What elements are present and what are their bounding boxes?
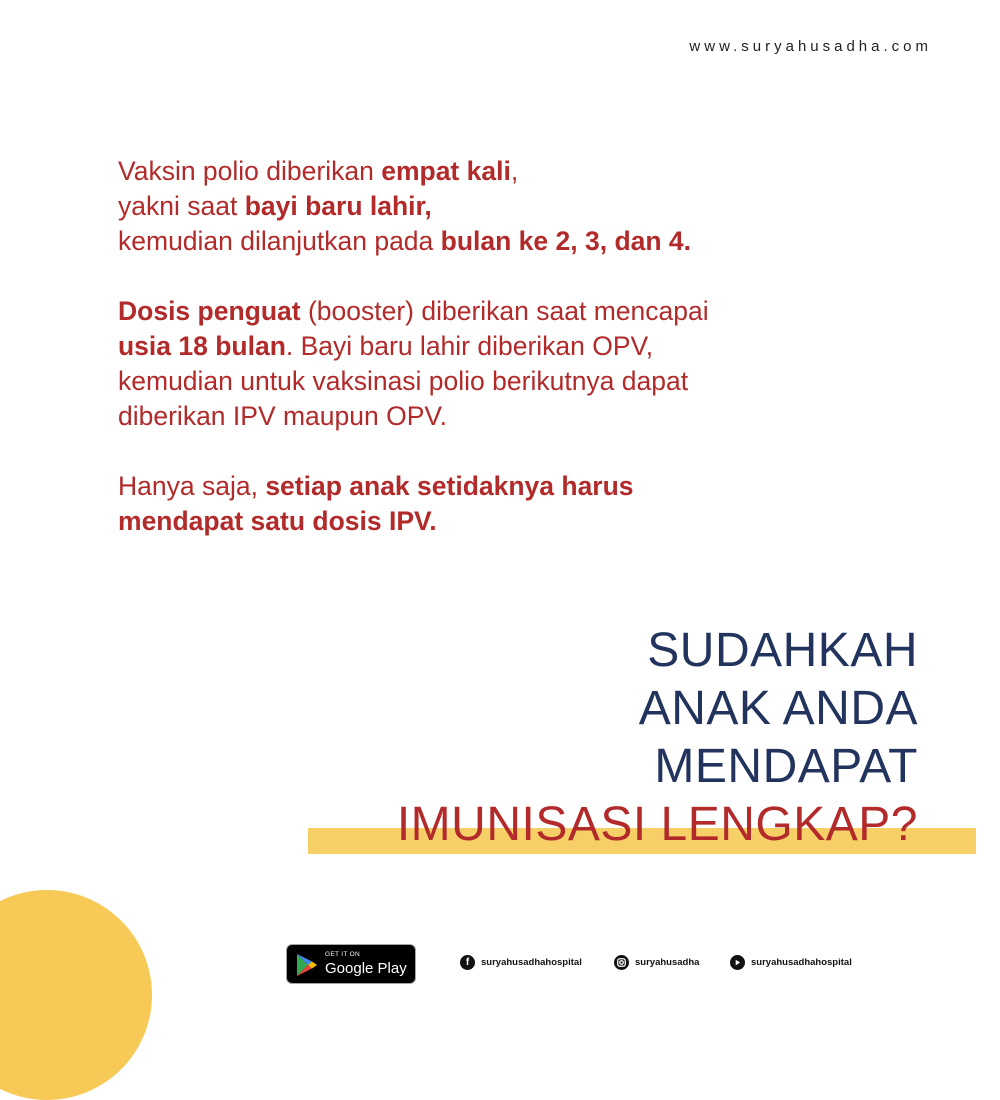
youtube-link[interactable] — [730, 955, 852, 970]
text: Vaksin polio diberikan — [118, 156, 382, 186]
paragraph-schedule — [118, 154, 878, 259]
emphasis: empat kali — [381, 156, 511, 186]
headline-line-4: IMUNISASI LENGKAP? — [396, 798, 918, 851]
text: Hanya saja, — [118, 471, 266, 501]
google-play-icon — [296, 953, 318, 977]
text: diberikan IPV maupun OPV. — [118, 401, 447, 431]
instagram-icon — [614, 955, 629, 970]
text: kemudian dilanjutkan pada — [118, 226, 441, 256]
website-url: www.suryahusadha.com — [689, 38, 932, 55]
google-play-label: Google Play — [325, 960, 407, 977]
text: . Bayi baru lahir diberikan OPV, — [285, 331, 654, 361]
youtube-icon — [730, 955, 745, 970]
emphasis: mendapat satu dosis IPV. — [118, 506, 437, 536]
text: (booster) diberikan saat mencapai — [300, 296, 709, 326]
facebook-icon: f — [460, 955, 475, 970]
emphasis: bayi baru lahir, — [244, 191, 432, 221]
text: , — [510, 156, 519, 186]
emphasis: usia 18 bulan — [118, 331, 286, 361]
emphasis: bulan ke 2, 3, dan 4. — [440, 226, 692, 256]
google-play-badge[interactable] — [286, 944, 416, 984]
instagram-link[interactable] — [614, 955, 699, 970]
headline-line-2: ANAK ANDA — [638, 682, 918, 735]
instagram-handle: suryahusadha — [635, 957, 700, 968]
facebook-handle: suryahusadhahospital — [481, 957, 582, 968]
decorative-circle — [0, 890, 152, 1100]
headline-line-1: SUDAHKAH — [647, 624, 918, 677]
headline — [397, 622, 918, 854]
google-play-small-label: GET IT ON — [325, 951, 360, 958]
facebook-link[interactable] — [460, 955, 582, 970]
body-text — [118, 154, 878, 574]
emphasis: Dosis penguat — [118, 296, 301, 326]
headline-line-3: MENDAPAT — [654, 740, 918, 793]
paragraph-ipv — [118, 469, 878, 539]
text: yakni saat — [118, 191, 245, 221]
emphasis: setiap anak setidaknya harus — [265, 471, 634, 501]
paragraph-booster — [118, 294, 878, 434]
text: kemudian untuk vaksinasi polio berikutnya dapat — [118, 366, 689, 396]
youtube-handle: suryahusadhahospital — [751, 957, 852, 968]
